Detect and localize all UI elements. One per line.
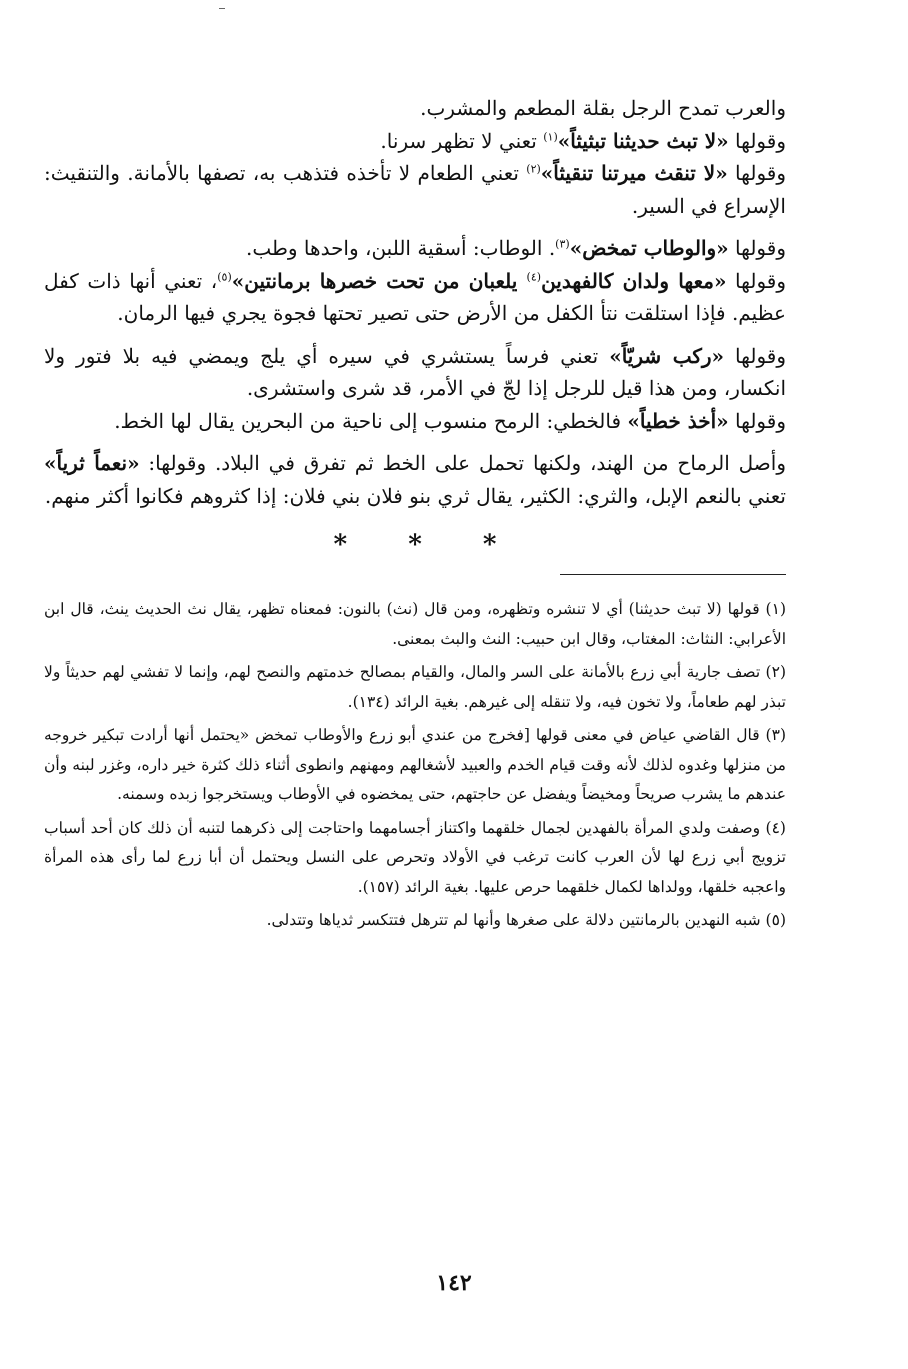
footnote-ref[interactable]: (٣) <box>555 237 570 251</box>
quote: يلعبان من تحت خصرها برمانتين» <box>231 268 527 293</box>
paragraph-1: والعرب تمدح الرجل بقلة المطعم والمشرب. <box>420 96 786 120</box>
quote: «ركب شريّاً» <box>609 343 725 368</box>
footnote-ref[interactable]: (٢) <box>526 162 541 176</box>
footnote-2: (٢) تصف جارية أبي زرع بالأمانة على السر والمال، والقيام بمصالح خدمتهم والنصح لهم، وإنما لا تفشي لهم حديثاً ولا تبذر لهم طعاماً، ولا تخون فيه، ولا تنقله إلى غيرهم. بغية الرائد (١٣٤). <box>44 663 786 711</box>
footnote-4: (٤) وصفت ولدي المرأة بالفهدين لجمال خلقهما واكتناز أجسامهما واحتاجت إلى ذكرهما لتنبه أن ذلك كان أحد أسباب تزويج أبي زرع لها لأن العرب كانت ترغب في الأولاد وتحرص على النسل ويحتمل أن أبا زرع لما رأى هذه المرأة واعجبه خلقها، وولداها لكمال خلقهما حرص عليها. بغية الرائد (١٥٧). <box>44 818 786 896</box>
section-separator: * * * <box>333 530 523 560</box>
quote: «أخذ خطياً» <box>627 408 729 433</box>
quote: «والوطاب تمخض» <box>569 236 729 260</box>
footnote-number: (٤) <box>765 818 786 837</box>
footnote-ref[interactable]: (٤) <box>526 269 542 283</box>
footnote-ref[interactable]: (١) <box>543 129 558 143</box>
footnotes <box>44 595 786 936</box>
paragraph-4: وقولها «والوطاب تمخض»$^{(٣)}$. الوطاب: أسقية اللبن، واحدها وطب. <box>246 236 786 260</box>
quote: «نعماً ثرياً» <box>44 451 140 475</box>
quote: «لا تنقث ميرتنا تنقيثاً» <box>540 161 728 185</box>
paragraph-8: وأصل الرماح من الهند، ولكنها تحمل على الخط ثم تفرق في البلاد. وقولها: «نعماً ثرياً» تعني بالنعم الإبل، والثري: الكثير، يقال ثري بنو فلان بني فلان: إذا كثروهم فكانوا أكثر منهم. <box>44 451 786 508</box>
footnote-number: (٣) <box>765 726 786 744</box>
footnote-3: (٣) قال القاضي عياض في معنى قولها [فخرج من عندي أبو زرع والأوطاب تمخض «يحتمل أنها أرادت تبكير خروجه من منزلها وغدوه لذلك لأنه وقت قيام الخدم والعبيد لأشغالهم ومهنهم وانطوى أثناء ذلك كثرة خير داره، وغزر لبنه وأن عندهم ما يشرب صريحاً ومخيضاً ويفضل عن حاجتهم، حتى يمخضوه في الأوطاب ويستخرجوا زبده وسمنه. <box>44 726 786 803</box>
paragraph-7: وقولها «أخذ خطياً» فالخطي: الرمح منسوب إلى ناحية من البحرين يقال لها الخط. <box>114 408 786 433</box>
quote: «لا تبث حديثنا تبثيثاً» <box>557 128 729 153</box>
footnote-number: (١) <box>765 600 786 618</box>
main-text <box>44 92 786 512</box>
page-body <box>44 92 786 940</box>
footnote-number: (٢) <box>765 663 786 681</box>
quote: «معها ولدان كالفهدين <box>541 268 727 293</box>
scan-mark <box>219 8 225 9</box>
paragraph-5: وقولها «معها ولدان كالفهدين$^{(٤)}$ يلعبان من تحت خصرها برمانتين»$^{(٥)}$، تعني أنها ذات كفل عظيم. فإذا استلقت نتأ الكفل من الأرض حتى تصير تحتها فجوة يجري فيها الرمان. <box>44 268 786 325</box>
paragraph-3: وقولها «لا تنقث ميرتنا تنقيثاً»$^{(٢)}$ تعني الطعام لا تأخذه فتذهب به، تصفها بالأمانة. والتنقيث: الإسراع في السير. <box>44 161 787 218</box>
footnote-1: (١) قولها (لا تبث حديثنا) أي لا تنشره وتظهره، ومن قال (نث) بالنون: فمعناه تظهر، يقال نث الحديث ينث، قال ابن الأعرابي: النثاث: المغتاب، وقال ابن حبيب: النث والبث بمعنى. <box>44 600 786 648</box>
footnote-number: (٥) <box>765 911 786 929</box>
footnote-divider <box>560 574 786 575</box>
paragraph-2: وقولها «لا تبث حديثنا تبثيثاً»$^{(١)}$ تعني لا تظهر سرنا. <box>380 128 786 153</box>
page-number: ١٤٢ <box>436 1270 472 1296</box>
paragraph-6: وقولها «ركب شريّاً» تعني فرساً يستشري في سيره أي يلج ويمضي فيه بلا فتور ولا انكسار، ومن هذا قيل للرجل إذا لجّ في الأمر، قد شرى واستشرى. <box>44 343 786 400</box>
footnote-ref[interactable]: (٥) <box>217 269 232 283</box>
footnote-5: (٥) شبه النهدين بالرمانتين دلالة على صغرها وأنها لم تترهل فتتكسر ثدياها وتتدلى. <box>266 911 786 929</box>
